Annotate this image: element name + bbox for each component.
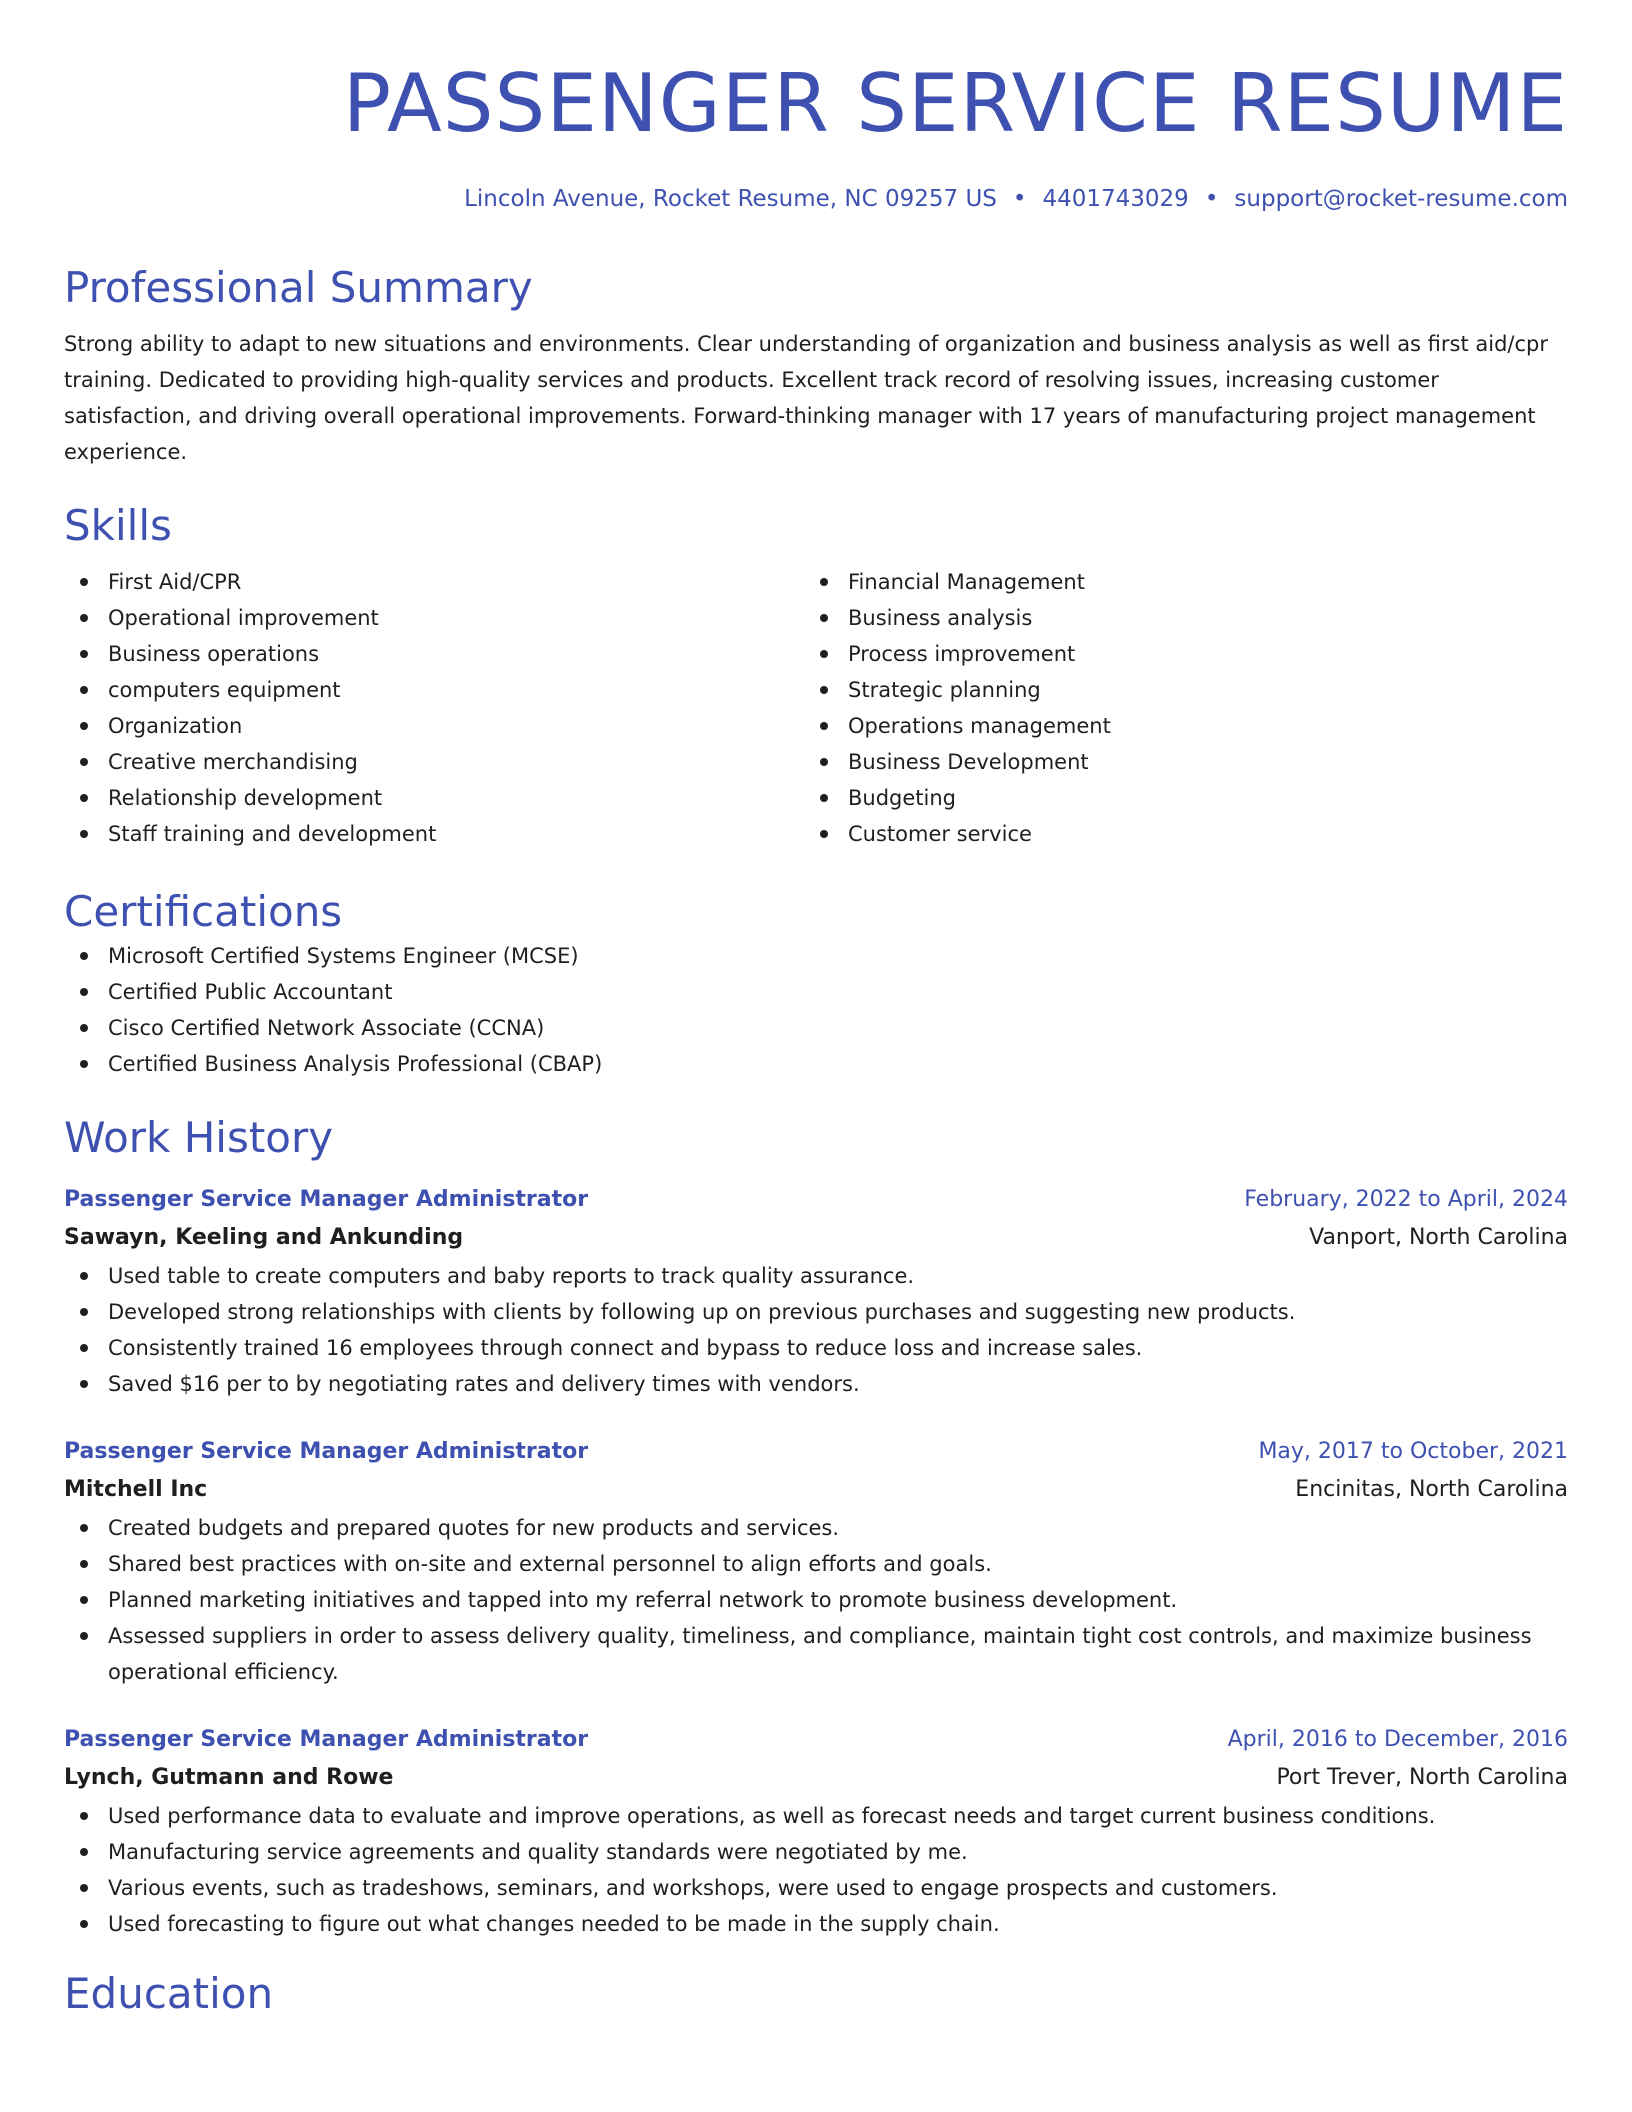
skill-item: Organization	[64, 708, 804, 744]
job-bullet: Used forecasting to figure out what changes needed to be made in the supply chain.	[64, 1906, 1568, 1942]
job-bullet: Shared best practices with on-site and external personnel to align efforts and goals.	[64, 1546, 1568, 1582]
job-title: Passenger Service Manager Administrator	[64, 1727, 589, 1752]
skill-item: Relationship development	[64, 780, 804, 816]
job-header-row	[64, 1434, 1568, 1470]
job-company: Lynch, Gutmann and Rowe	[64, 1765, 394, 1790]
job-location: Vanport, North Carolina	[1309, 1225, 1568, 1250]
contact-line	[64, 186, 1568, 212]
contact-separator: •	[1204, 186, 1219, 212]
job-bullet: Developed strong relationships with clients by following up on previous purchases and suggesting new products.	[64, 1294, 1568, 1330]
skills-left-column	[64, 564, 804, 852]
certification-item: Microsoft Certified Systems Engineer (MCSE)	[64, 938, 1568, 974]
skill-item: Customer service	[804, 816, 1544, 852]
summary-heading: Professional Summary	[64, 263, 533, 312]
skill-item: Financial Management	[804, 564, 1544, 600]
job-header-row	[64, 1722, 1568, 1758]
job-entry	[64, 1182, 1568, 1402]
contact-address: Lincoln Avenue, Rocket Resume, NC 09257 US	[464, 186, 997, 212]
job-bullet: Manufacturing service agreements and quality standards were negotiated by me.	[64, 1834, 1568, 1870]
skill-item: Operations management	[804, 708, 1544, 744]
skills-heading: Skills	[64, 501, 172, 550]
job-dates: February, 2022 to April, 2024	[1244, 1187, 1568, 1212]
job-location: Port Trever, North Carolina	[1276, 1765, 1568, 1790]
skill-item: Business operations	[64, 636, 804, 672]
job-location: Encinitas, North Carolina	[1295, 1477, 1568, 1502]
contact-phone: 4401743029	[1042, 186, 1189, 212]
job-title: Passenger Service Manager Administrator	[64, 1439, 589, 1464]
skill-item: Strategic planning	[804, 672, 1544, 708]
skill-item: computers equipment	[64, 672, 804, 708]
summary-text: Strong ability to adapt to new situations and environments. Clear understanding of organization and business analysis as well as first aid/cpr training. Dedicated to providing high-quality services and products. Excellent track record of resolving issues, increasing customer satisfaction, and driving overall operational improvements. Forward-thinking manager with 17 years of manufacturing project management experience.	[64, 332, 1549, 464]
job-company-row	[64, 1470, 1568, 1510]
skill-item: Business Development	[804, 744, 1544, 780]
skill-item: Operational improvement	[64, 600, 804, 636]
job-bullets	[64, 1798, 1568, 1942]
job-bullets	[64, 1510, 1568, 1690]
job-company: Mitchell Inc	[64, 1477, 208, 1502]
skill-item: Process improvement	[804, 636, 1544, 672]
resume-title: PASSENGER SERVICE RESUME	[342, 57, 1568, 150]
skill-item: First Aid/CPR	[64, 564, 804, 600]
certification-item: Certified Business Analysis Professional (CBAP)	[64, 1046, 1568, 1082]
certification-item: Certified Public Accountant	[64, 974, 1568, 1010]
job-header-row	[64, 1182, 1568, 1218]
job-company: Sawayn, Keeling and Ankunding	[64, 1225, 464, 1250]
job-bullet: Used table to create computers and baby reports to track quality assurance.	[64, 1258, 1568, 1294]
job-bullets	[64, 1258, 1568, 1402]
skill-item: Creative merchandising	[64, 744, 804, 780]
skills-grid	[64, 564, 1568, 852]
work-history-heading: Work History	[64, 1113, 334, 1162]
job-bullet: Consistently trained 16 employees through connect and bypass to reduce loss and increase sales.	[64, 1330, 1568, 1366]
job-bullet: Planned marketing initiatives and tapped into my referral network to promote business development.	[64, 1582, 1568, 1618]
job-dates: May, 2017 to October, 2021	[1258, 1439, 1568, 1464]
certification-item: Cisco Certified Network Associate (CCNA)	[64, 1010, 1568, 1046]
certifications-heading: Certifications	[64, 887, 343, 936]
summary-section	[64, 262, 1568, 470]
job-bullet: Created budgets and prepared quotes for new products and services.	[64, 1510, 1568, 1546]
job-entry	[64, 1434, 1568, 1690]
job-entry	[64, 1722, 1568, 1942]
job-company-row	[64, 1758, 1568, 1798]
contact-separator: •	[1012, 186, 1027, 212]
job-bullet: Used performance data to evaluate and improve operations, as well as forecast needs and target current business conditions.	[64, 1798, 1568, 1834]
skills-section	[64, 500, 1568, 852]
job-dates: April, 2016 to December, 2016	[1227, 1727, 1568, 1752]
skill-item: Business analysis	[804, 600, 1544, 636]
education-section	[64, 1968, 1568, 2020]
skills-right-column	[804, 564, 1544, 852]
certifications-list	[64, 938, 1568, 1082]
skill-item: Staff training and development	[64, 816, 804, 852]
work-history-section	[64, 1112, 1568, 1942]
job-bullet: Saved $16 per to by negotiating rates and delivery times with vendors.	[64, 1366, 1568, 1402]
job-title: Passenger Service Manager Administrator	[64, 1187, 589, 1212]
education-heading: Education	[64, 1969, 274, 2018]
contact-email: support@rocket-resume.com	[1234, 186, 1568, 212]
skill-item: Budgeting	[804, 780, 1544, 816]
job-company-row	[64, 1218, 1568, 1258]
job-bullet: Various events, such as tradeshows, seminars, and workshops, were used to engage prospects and customers.	[64, 1870, 1568, 1906]
job-bullet: Assessed suppliers in order to assess delivery quality, timeliness, and compliance, maintain tight cost controls, and maximize business operational efficiency.	[64, 1618, 1568, 1690]
certifications-section	[64, 886, 1568, 1082]
